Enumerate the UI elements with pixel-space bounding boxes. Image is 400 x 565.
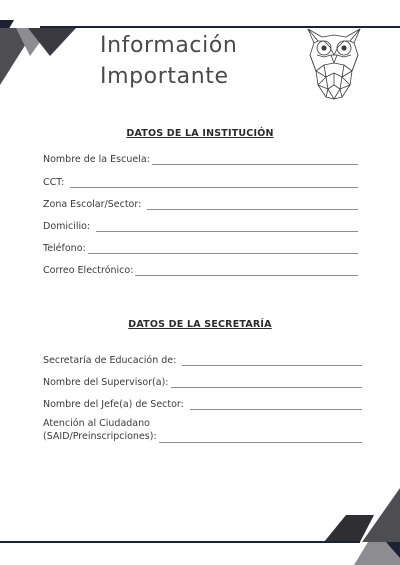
field-label: Nombre del Supervisor(a): <box>43 377 169 388</box>
fill-line[interactable] <box>88 244 358 254</box>
bottom-rule <box>0 541 360 543</box>
owl-icon <box>304 27 364 101</box>
field-domicilio[interactable] <box>43 221 358 232</box>
field-label-line-2: (SAID/Preinscripciones): <box>43 430 157 442</box>
page-title <box>100 30 300 92</box>
field-label: Zona Escolar/Sector: <box>43 199 142 210</box>
field-label: Domicilio: <box>43 221 91 232</box>
field-jefe-sector[interactable] <box>43 399 362 410</box>
field-nombre-escuela[interactable] <box>43 154 358 165</box>
field-label: Nombre del Jefe(a) de Sector: <box>43 399 184 410</box>
field-atencion-ciudadano[interactable] <box>43 418 362 443</box>
fill-line[interactable] <box>182 356 362 366</box>
page-title-line-2: Importante <box>100 64 229 89</box>
field-label: Nombre de la Escuela: <box>43 154 150 165</box>
field-telefono[interactable] <box>43 243 358 254</box>
field-supervisor[interactable] <box>43 377 362 388</box>
fill-line[interactable] <box>159 433 362 443</box>
page-title-line-1: Información <box>100 33 238 58</box>
fill-line[interactable] <box>147 200 358 210</box>
fill-line[interactable] <box>190 400 362 410</box>
corner-decoration-top-left <box>0 0 90 90</box>
secretaria-heading: DATOS DE LA SECRETARÍA <box>128 319 272 330</box>
field-cct[interactable] <box>43 177 358 188</box>
field-label: Correo Electrónico: <box>43 265 134 276</box>
fill-line[interactable] <box>152 155 358 165</box>
fill-line[interactable] <box>171 378 363 388</box>
field-label-line-1: Atención al Ciudadano <box>43 418 150 429</box>
field-secretaria-educacion[interactable] <box>43 355 362 366</box>
field-label: CCT: <box>43 177 65 188</box>
field-label <box>43 418 157 443</box>
field-zona-escolar[interactable] <box>43 199 358 210</box>
field-correo[interactable] <box>43 265 358 276</box>
field-label: Teléfono: <box>43 243 86 254</box>
fill-line[interactable] <box>70 178 358 188</box>
institucion-heading: DATOS DE LA INSTITUCIÓN <box>126 128 274 139</box>
field-label: Secretaría de Educación de: <box>43 355 177 366</box>
fill-line[interactable] <box>135 266 358 276</box>
corner-decoration-bottom-right <box>310 480 400 565</box>
fill-line[interactable] <box>96 222 358 232</box>
